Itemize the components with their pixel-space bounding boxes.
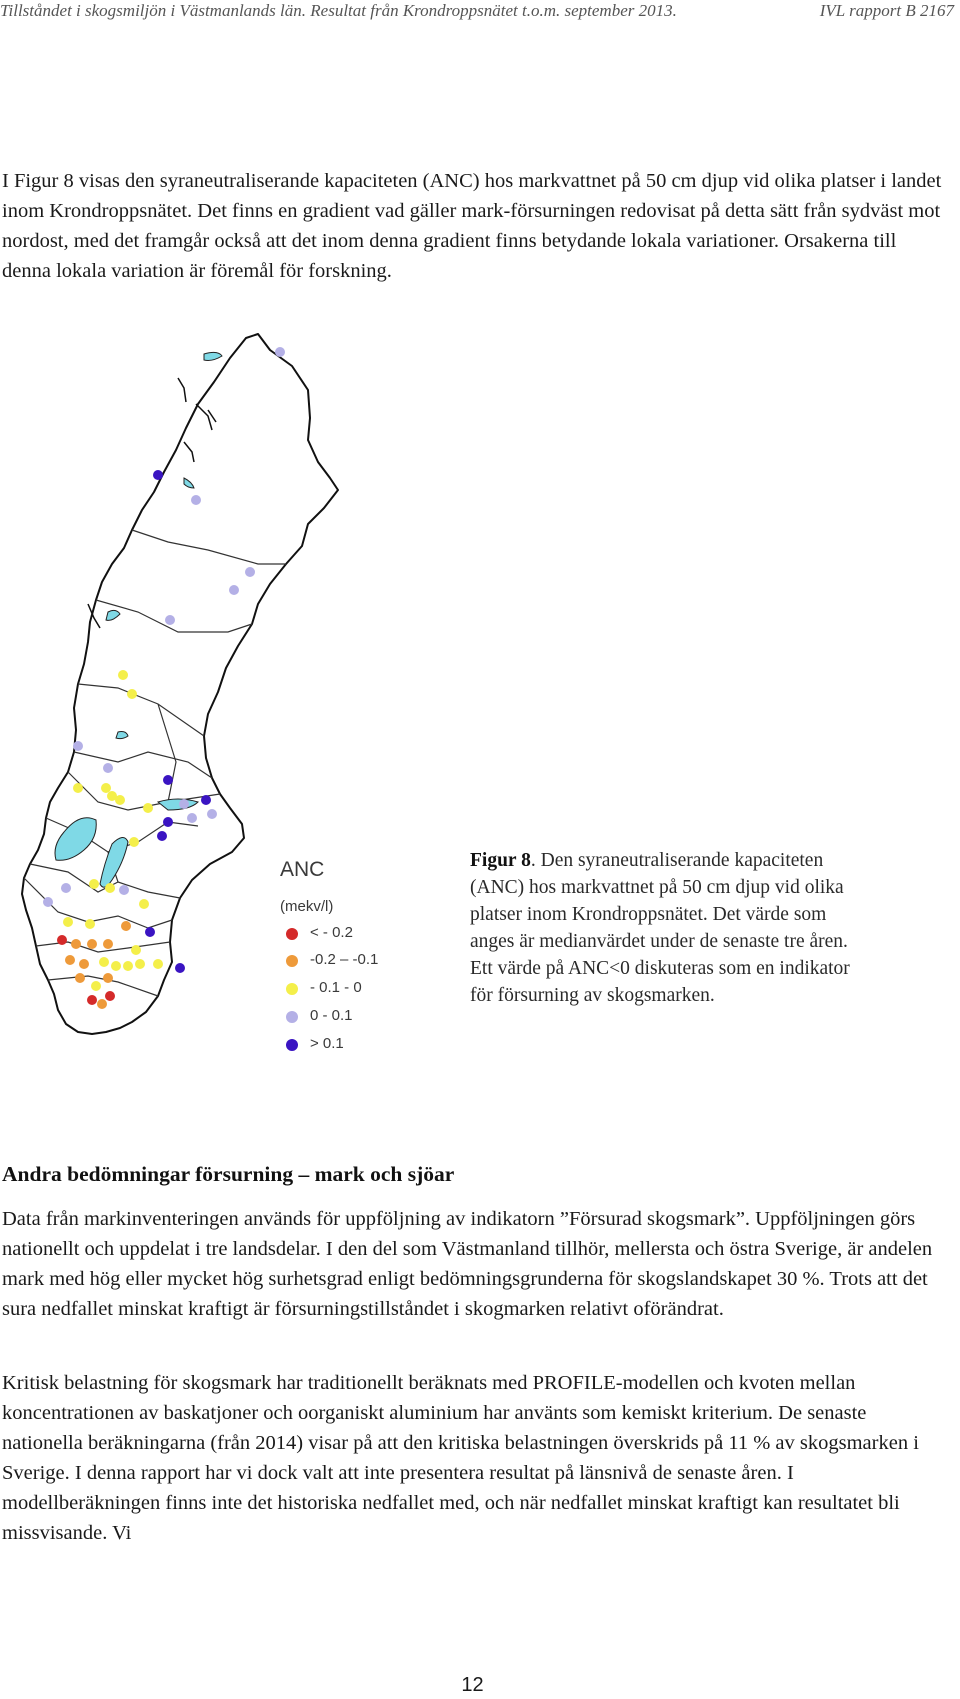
site-dot <box>191 495 201 505</box>
legend-swatch <box>286 983 298 995</box>
site-dot <box>63 917 73 927</box>
site-dot <box>87 939 97 949</box>
body-paragraph: Data från markinventeringen används för uppföljning av indikatorn ”Försurad skogsmark”. Uppföljningen görs nationellt och uppdelat i tre landsdelar. I den del som Västmanland tillhör, mellersta och östra Sverige, är andelen mark med hög eller mycket hög surhetsgrad enligt bedömningsgrunderna för skogslandskapet 30 %. Trots att det sura nedfallet minskat kraftigt är försurningstillståndet i skogmarken relativt oförändrat. <box>2 1208 933 1320</box>
site-dot <box>275 347 285 357</box>
intro-paragraph: I Figur 8 visas den syraneutraliserande kapaciteten (ANC) hos markvattnet på 50 cm djup vid olika platser i landet inom Krondroppsnätet. Det finns en gradient vad gäller mark-försurningen redovisat på detta sätt från sydväst mot nordost, med det framgår också att det inom denna gradient finns betydande lokala variationer. Orsakerna till denna lokala variation är föremål för forskning. <box>2 170 942 282</box>
site-dot <box>207 809 217 819</box>
header-report-number: IVL rapport B 2167 <box>819 1 954 20</box>
site-dot <box>245 567 255 577</box>
site-dot <box>103 939 113 949</box>
legend-swatch <box>286 1011 298 1023</box>
site-dot <box>145 927 155 937</box>
legend-title: ANC <box>280 858 325 881</box>
site-dot <box>89 879 99 889</box>
figure-caption <box>470 847 850 1009</box>
legend-unit: (mekv/l) <box>280 898 334 915</box>
site-dot <box>103 973 113 983</box>
figure-label: Figur 8 <box>470 850 531 871</box>
site-dot <box>65 955 75 965</box>
running-header <box>0 0 960 28</box>
map-legend <box>276 858 436 1058</box>
site-dot <box>105 883 115 893</box>
site-dot <box>153 470 163 480</box>
site-dot <box>229 585 239 595</box>
site-dot <box>43 897 53 907</box>
site-dot <box>163 817 173 827</box>
site-dot <box>61 883 71 893</box>
site-dot <box>175 963 185 973</box>
site-dot <box>118 670 128 680</box>
site-dot <box>187 813 197 823</box>
legend-swatch <box>286 955 298 967</box>
site-dot <box>71 939 81 949</box>
site-dot <box>163 775 173 785</box>
site-dot <box>73 741 83 751</box>
page-number: 12 <box>461 1674 484 1696</box>
legend-label: > 0.1 <box>310 1035 344 1052</box>
site-dot <box>143 803 153 813</box>
site-dot <box>75 973 85 983</box>
site-dot <box>121 921 131 931</box>
site-dot <box>135 959 145 969</box>
site-dot <box>115 795 125 805</box>
legend-swatch <box>286 928 298 940</box>
site-dot <box>85 919 95 929</box>
header-title: Tillståndet i skogsmiljön i Västmanlands län. Resultat från Krondroppsnätet t.o.m. september 2013. <box>0 1 677 20</box>
legend-swatch <box>286 1039 298 1051</box>
site-dot <box>97 999 107 1009</box>
site-dot <box>179 799 189 809</box>
site-dot <box>57 935 67 945</box>
site-dot <box>123 961 133 971</box>
site-dot <box>201 795 211 805</box>
site-dot <box>119 885 129 895</box>
legend-label: - 0.1 - 0 <box>310 979 362 996</box>
site-dot <box>157 831 167 841</box>
body-paragraph: Kritisk belastning för skogsmark har traditionellt beräknats med PROFILE-modellen och kvoten mellan koncentrationen av baskatjoner och oorganiskt aluminium har använts som kemiskt kriterium. De senaste nationella beräkningarna (från 2014) visar på att den kritiska belastningen överskrids på 11 % av skogsmarken i Sverige. I denna rapport har vi dock valt att inte presentera resultat på länsnivå de senaste åren. I modellberäkningen finns inte det historiska nedfallet med, och när nedfallet minskat kraftigt kan resultatet bli missvisande. Vi <box>2 1372 919 1544</box>
legend-label: 0 - 0.1 <box>310 1007 353 1024</box>
site-dot <box>131 945 141 955</box>
site-dot <box>127 689 137 699</box>
site-dot <box>129 837 139 847</box>
site-dot <box>103 763 113 773</box>
site-dot <box>153 959 163 969</box>
site-dot <box>99 957 109 967</box>
site-dot <box>139 899 149 909</box>
section-heading: Andra bedömningar försurning – mark och sjöar <box>2 1162 455 1186</box>
figure-caption-text: . Den syraneutraliserande kapaciteten (ANC) hos markvattnet på 50 cm djup vid olika platser inom Krondroppsnätet. Det värde som anges är medianvärdet under de senaste tre åren. Ett värde på ANC<0 diskuteras som en indikator för försurning av skogsmarken. <box>470 850 850 1006</box>
site-dot <box>111 961 121 971</box>
site-dot <box>105 991 115 1001</box>
site-dot <box>101 783 111 793</box>
site-dot <box>87 995 97 1005</box>
site-dot <box>165 615 175 625</box>
site-dot <box>73 783 83 793</box>
legend-label: -0.2 – -0.1 <box>310 951 379 968</box>
site-dot <box>79 959 89 969</box>
legend-label: < - 0.2 <box>310 924 353 941</box>
site-dot <box>91 981 101 991</box>
